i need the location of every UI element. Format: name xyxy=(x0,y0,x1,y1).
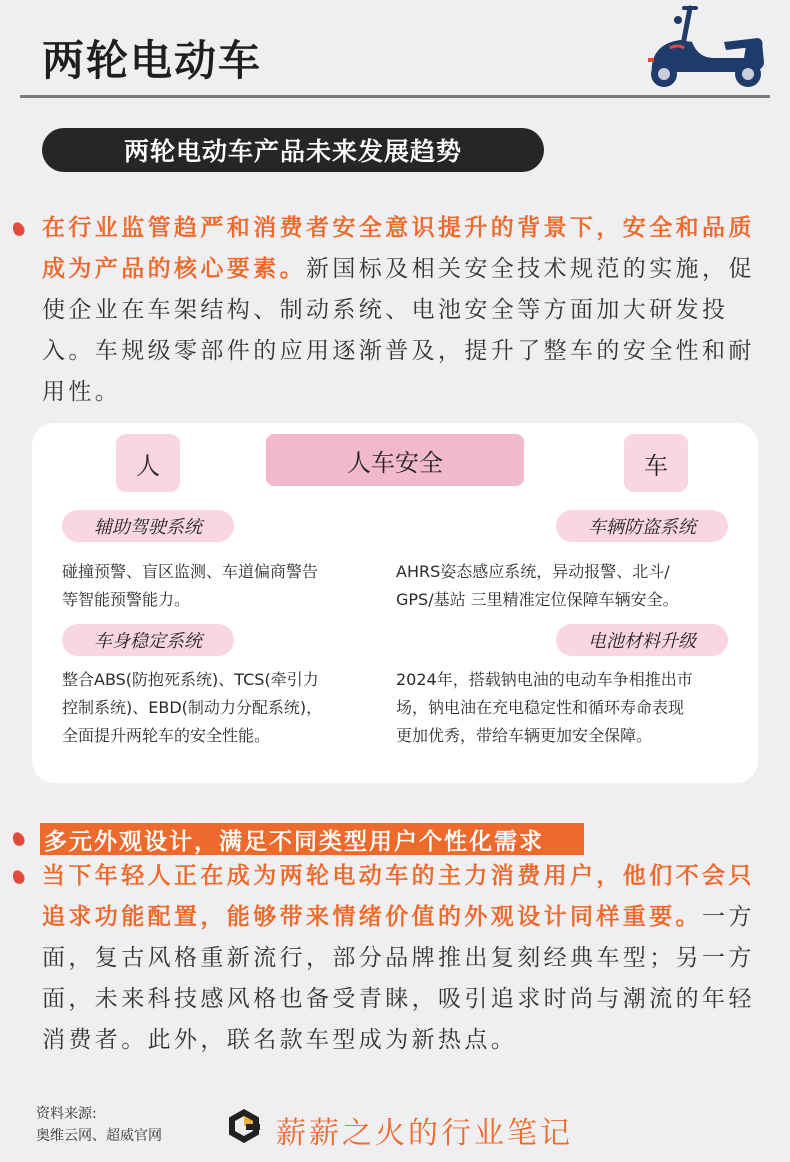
desc-assisted-driving: 碰撞预警、盲区监测、车道偏商警告 等智能预警能力。 xyxy=(62,562,319,609)
page-title: 两轮电动车 xyxy=(42,36,263,85)
paragraph-safety-highlight: 在行业监管趋严和消费者安全意识提升的背景下，安全和品质成为产品的核心要素。 xyxy=(42,215,755,282)
paragraph-safety-body: 新国标及相关安全技术规范的实施，促使企业在车架结构、制动系统、电池安全等方面加大研发投入。车规级零部件的应用逐渐普及，提升了整车的安全性和耐用性。 xyxy=(42,256,755,405)
desc-anti-theft: AHRS姿态感应系统，异动报警、北斗/ GPS/基站 三里精准定位保障车辆安全。 xyxy=(396,562,679,609)
header-divider xyxy=(20,95,770,98)
source-note: 资料来源: 奥维云网、超威官网 xyxy=(36,1106,162,1144)
desc-body-stability: 整合ABS(防抱死系统)、TCS(牵引力 控制系统)、EBD(制动力分配系统)， 全面提升两轮车的安全性能。 xyxy=(62,670,323,745)
desc-battery-upgrade: 2024年，搭载钠电油的电动车争相推出市 场，钠电油在充电稳定性和循环寿命表现 更加优秀，带给车辆更加安全保障。 xyxy=(396,670,693,745)
paragraph-design xyxy=(42,856,766,1061)
paragraph-safety xyxy=(42,208,766,413)
bullet-dot-icon xyxy=(11,220,27,237)
electric-scooter-icon xyxy=(640,4,770,88)
bullet-dot-icon xyxy=(11,830,27,847)
tag-body-stability: 车身稳定系统 xyxy=(62,624,234,656)
tile-vehicle: 车 xyxy=(624,434,688,492)
tag-anti-theft: 车辆防盗系统 xyxy=(556,510,728,542)
tile-person: 人 xyxy=(116,434,180,492)
design-banner: 多元外观设计，满足不同类型用户个性化需求 xyxy=(40,823,584,855)
hexagon-c-logo xyxy=(226,1108,262,1144)
tile-person-vehicle-safety: 人车安全 xyxy=(266,434,524,486)
paragraph-design-highlight: 当下年轻人正在成为两轮电动车的主力消费用户，他们不会只追求功能配置，能够带来情绪价值的外观设计同样重要。 xyxy=(42,863,755,930)
section-title: 两轮电动车产品未来发展趋势 xyxy=(42,128,544,172)
tag-assisted-driving: 辅助驾驶系统 xyxy=(62,510,234,542)
bullet-dot-icon xyxy=(11,868,27,885)
tag-battery-upgrade: 电池材料升级 xyxy=(556,624,728,656)
brand-name: 薪薪之火的行业笔记 xyxy=(276,1116,573,1151)
paragraph-design-body: 一方面，复古风格重新流行，部分品牌推出复刻经典车型；另一方面，未来科技感风格也备受青睐，吸引追求时尚与潮流的年轻消费者。此外，联名款车型成为新热点。 xyxy=(42,904,755,1053)
